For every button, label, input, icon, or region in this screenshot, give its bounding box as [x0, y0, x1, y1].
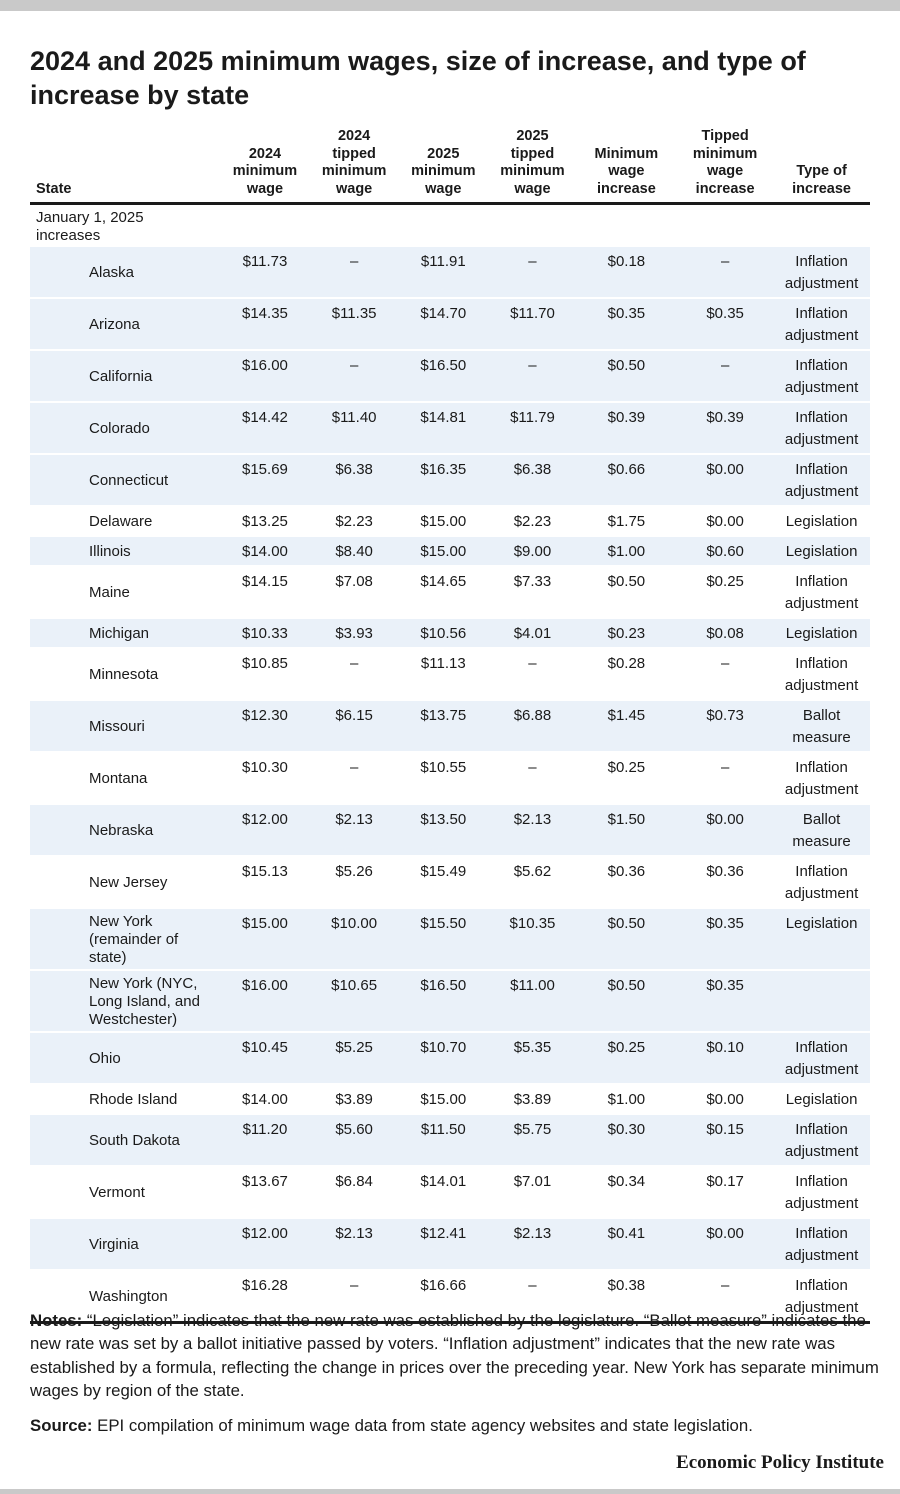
- table-row: [30, 971, 870, 1033]
- cell-tip2024: $11.35: [311, 299, 397, 351]
- cell-state: [30, 1033, 219, 1085]
- increase-type: Inflation adjustment: [784, 1173, 859, 1212]
- cell-tip2025: $2.13: [489, 805, 575, 857]
- cell-tip-increase: $0.73: [677, 701, 773, 753]
- cell-min2024: $16.28: [219, 1271, 311, 1324]
- table-row: [30, 567, 870, 619]
- cell-tip2024: $2.13: [311, 1219, 397, 1271]
- cell-min2025: $11.50: [397, 1115, 489, 1167]
- cell-state: [30, 971, 219, 1033]
- cell-type: [773, 455, 870, 507]
- increase-type: Inflation adjustment: [784, 655, 859, 694]
- cell-tip2024: $6.15: [311, 701, 397, 753]
- cell-min2024: $16.00: [219, 971, 311, 1033]
- cell-min2024: $10.33: [219, 619, 311, 649]
- cell-tip-increase: $0.15: [677, 1115, 773, 1167]
- cell-state: [30, 649, 219, 701]
- state-name: Arizona: [89, 316, 140, 333]
- cell-state: [30, 857, 219, 909]
- cell-min-increase: $0.50: [576, 909, 677, 971]
- table-row: [30, 701, 870, 753]
- cell-tip2024: $5.25: [311, 1033, 397, 1085]
- cell-tip-increase: $0.00: [677, 805, 773, 857]
- cell-min2025: $14.70: [397, 299, 489, 351]
- cell-min2024: $16.00: [219, 351, 311, 403]
- cell-tip-increase: –: [677, 351, 773, 403]
- cell-type: [773, 1219, 870, 1271]
- cell-min-increase: $1.00: [576, 537, 677, 567]
- cell-type: [773, 567, 870, 619]
- cell-tip-increase: $0.10: [677, 1033, 773, 1085]
- state-name: Illinois: [89, 543, 131, 560]
- state-name: Maine: [89, 584, 130, 601]
- table-row: [30, 619, 870, 649]
- cell-tip-increase: $0.08: [677, 619, 773, 649]
- cell-min2025: $16.50: [397, 971, 489, 1033]
- cell-min2025: $16.35: [397, 455, 489, 507]
- notes: [30, 1309, 880, 1403]
- cell-min2024: $14.42: [219, 403, 311, 455]
- group-label: January 1, 2025 increases: [36, 209, 144, 244]
- cell-type: [773, 351, 870, 403]
- cell-min2024: $12.00: [219, 1219, 311, 1271]
- cell-min2024: $11.20: [219, 1115, 311, 1167]
- cell-min-increase: $0.25: [576, 753, 677, 805]
- cell-tip2025: $3.89: [489, 1085, 575, 1115]
- cell-type: [773, 857, 870, 909]
- cell-tip2024: $6.38: [311, 455, 397, 507]
- increase-type: Inflation adjustment: [784, 1277, 859, 1316]
- cell-min-increase: $0.35: [576, 299, 677, 351]
- cell-type: [773, 805, 870, 857]
- wage-table: [30, 128, 870, 1324]
- col-header-tip-increase: Tipped minimum wage increase: [677, 128, 773, 205]
- cell-type: [773, 619, 870, 649]
- cell-tip-increase: $0.35: [677, 909, 773, 971]
- cell-min-increase: $0.36: [576, 857, 677, 909]
- cell-type: [773, 753, 870, 805]
- cell-type: [773, 1167, 870, 1219]
- cell-min2025: $15.00: [397, 537, 489, 567]
- cell-min-increase: $0.50: [576, 567, 677, 619]
- state-name: Michigan: [89, 625, 150, 642]
- cell-tip-increase: –: [677, 1271, 773, 1324]
- cell-min2024: $10.85: [219, 649, 311, 701]
- increase-type: Legislation: [785, 625, 858, 642]
- state-name: Virginia: [89, 1236, 139, 1253]
- cell-min2024: $15.69: [219, 455, 311, 507]
- cell-tip-increase: –: [677, 753, 773, 805]
- table-row: [30, 857, 870, 909]
- state-name: Minnesota: [89, 666, 159, 683]
- cell-tip-increase: $0.00: [677, 455, 773, 507]
- cell-type: [773, 507, 870, 537]
- col-header-type: Type of increase: [773, 128, 870, 205]
- state-name: Delaware: [89, 513, 153, 530]
- cell-min-increase: $0.25: [576, 1033, 677, 1085]
- cell-state: [30, 455, 219, 507]
- cell-tip-increase: –: [677, 247, 773, 299]
- cell-type: [773, 403, 870, 455]
- cell-min2025: $10.70: [397, 1033, 489, 1085]
- table-row: [30, 753, 870, 805]
- cell-min2024: $14.00: [219, 1085, 311, 1115]
- cell-tip2024: $2.23: [311, 507, 397, 537]
- cell-tip-increase: $0.60: [677, 537, 773, 567]
- cell-min2024: $14.00: [219, 537, 311, 567]
- increase-type: Legislation: [785, 543, 858, 560]
- table-row: [30, 1033, 870, 1085]
- cell-min-increase: $0.30: [576, 1115, 677, 1167]
- increase-type: Legislation: [785, 1091, 858, 1108]
- cell-tip2025: –: [489, 1271, 575, 1324]
- cell-min2025: $14.01: [397, 1167, 489, 1219]
- cell-min2024: $13.67: [219, 1167, 311, 1219]
- top-frame-bar: [0, 0, 900, 11]
- source-text: EPI compilation of minimum wage data from state agency websites and state legislation.: [97, 1416, 753, 1435]
- increase-type: Inflation adjustment: [784, 409, 859, 448]
- state-name: Montana: [89, 770, 148, 787]
- cell-min2024: $10.30: [219, 753, 311, 805]
- cell-min2025: $15.49: [397, 857, 489, 909]
- col-header-min2024: 2024 minimum wage: [219, 128, 311, 205]
- table-row: [30, 805, 870, 857]
- table-row: [30, 1219, 870, 1271]
- cell-tip2025: $6.38: [489, 455, 575, 507]
- cell-min-increase: $0.41: [576, 1219, 677, 1271]
- cell-min2024: $13.25: [219, 507, 311, 537]
- increase-type: Inflation adjustment: [784, 759, 859, 798]
- cell-min2024: $15.00: [219, 909, 311, 971]
- notes-text: “Legislation” indicates that the new rate was established by the legislature. “Ballot measure” indicates the new rate was set by a ballot initiative passed by voters. “Inflation adjustment” indicates that the new rate was established by a formula, reflecting the change in prices over the preceding year. New York has separate minimum wages by region of the state.: [30, 1311, 879, 1401]
- bottom-frame-bar: [0, 1489, 900, 1494]
- cell-type: [773, 299, 870, 351]
- increase-type: Inflation adjustment: [784, 357, 859, 396]
- cell-state: [30, 247, 219, 299]
- cell-tip-increase: $0.36: [677, 857, 773, 909]
- table-row: [30, 1085, 870, 1115]
- table-row: [30, 1167, 870, 1219]
- cell-type: [773, 247, 870, 299]
- cell-min-increase: $0.23: [576, 619, 677, 649]
- table-row: [30, 403, 870, 455]
- cell-tip2025: –: [489, 649, 575, 701]
- cell-tip2025: $4.01: [489, 619, 575, 649]
- increase-type: Legislation: [785, 915, 858, 932]
- cell-min2025: $13.50: [397, 805, 489, 857]
- page-title: 2024 and 2025 minimum wages, size of increase, and type of increase by state: [30, 46, 806, 110]
- table-row: [30, 537, 870, 567]
- cell-min2024: $12.00: [219, 805, 311, 857]
- state-name: Ohio: [89, 1050, 121, 1067]
- cell-min2025: $11.13: [397, 649, 489, 701]
- cell-min-increase: $1.45: [576, 701, 677, 753]
- cell-type: [773, 701, 870, 753]
- cell-min2024: $14.35: [219, 299, 311, 351]
- cell-min2024: $10.45: [219, 1033, 311, 1085]
- cell-min2025: $15.50: [397, 909, 489, 971]
- cell-min-increase: $0.38: [576, 1271, 677, 1324]
- cell-min-increase: $0.39: [576, 403, 677, 455]
- cell-state: [30, 351, 219, 403]
- table-row: [30, 247, 870, 299]
- table-row: [30, 507, 870, 537]
- cell-type: [773, 971, 870, 1033]
- cell-tip-increase: $0.17: [677, 1167, 773, 1219]
- cell-tip2024: $10.65: [311, 971, 397, 1033]
- cell-min2025: $15.00: [397, 507, 489, 537]
- cell-state: [30, 567, 219, 619]
- state-name: Colorado: [89, 420, 150, 437]
- increase-type: Inflation adjustment: [784, 253, 859, 292]
- table-row: [30, 455, 870, 507]
- brand-logo: Economic Policy Institute: [676, 1452, 884, 1473]
- cell-tip2025: $10.35: [489, 909, 575, 971]
- state-name: New York (NYC, Long Island, and Westchester): [89, 975, 200, 1028]
- cell-type: [773, 537, 870, 567]
- cell-min2025: $16.66: [397, 1271, 489, 1324]
- cell-tip2025: –: [489, 247, 575, 299]
- state-name: California: [89, 368, 153, 385]
- increase-type: Legislation: [785, 513, 858, 530]
- cell-tip2025: $5.35: [489, 1033, 575, 1085]
- cell-tip-increase: $0.39: [677, 403, 773, 455]
- cell-tip2025: –: [489, 351, 575, 403]
- cell-state: [30, 507, 219, 537]
- increase-type: Ballot measure: [792, 811, 851, 850]
- cell-state: [30, 299, 219, 351]
- state-name: Connecticut: [89, 472, 169, 489]
- cell-min2025: $11.91: [397, 247, 489, 299]
- cell-tip2024: $7.08: [311, 567, 397, 619]
- cell-tip2025: $9.00: [489, 537, 575, 567]
- cell-type: [773, 1033, 870, 1085]
- cell-min2025: $13.75: [397, 701, 489, 753]
- cell-min-increase: $1.00: [576, 1085, 677, 1115]
- cell-min2025: $16.50: [397, 351, 489, 403]
- cell-min2025: $12.41: [397, 1219, 489, 1271]
- cell-tip2024: –: [311, 1271, 397, 1324]
- cell-tip2025: $11.79: [489, 403, 575, 455]
- cell-min-increase: $0.66: [576, 455, 677, 507]
- cell-state: [30, 1085, 219, 1115]
- cell-tip2025: $2.13: [489, 1219, 575, 1271]
- cell-min-increase: $0.50: [576, 351, 677, 403]
- increase-type: Inflation adjustment: [784, 863, 859, 902]
- cell-tip2024: $6.84: [311, 1167, 397, 1219]
- increase-type: Inflation adjustment: [784, 461, 859, 500]
- cell-type: [773, 1085, 870, 1115]
- state-name: New Jersey: [89, 874, 168, 891]
- cell-tip2025: $11.70: [489, 299, 575, 351]
- cell-state: [30, 805, 219, 857]
- table-row: [30, 299, 870, 351]
- cell-state: [30, 753, 219, 805]
- cell-tip-increase: –: [677, 649, 773, 701]
- cell-tip2024: –: [311, 649, 397, 701]
- table-row: [30, 351, 870, 403]
- cell-tip2024: $5.26: [311, 857, 397, 909]
- cell-tip-increase: $0.35: [677, 299, 773, 351]
- col-header-min-increase: Minimum wage increase: [576, 128, 677, 205]
- col-header-min2025: 2025 minimum wage: [397, 128, 489, 205]
- table-header-row: [30, 128, 870, 205]
- cell-min2024: $11.73: [219, 247, 311, 299]
- cell-min2025: $14.65: [397, 567, 489, 619]
- cell-tip-increase: $0.00: [677, 1219, 773, 1271]
- cell-state: [30, 1115, 219, 1167]
- cell-min2025: $10.56: [397, 619, 489, 649]
- increase-type: Inflation adjustment: [784, 1225, 859, 1264]
- cell-type: [773, 1115, 870, 1167]
- state-name: South Dakota: [89, 1132, 180, 1149]
- cell-min2024: $15.13: [219, 857, 311, 909]
- group-row: [30, 205, 870, 247]
- state-name: New York (remainder of state): [89, 913, 179, 966]
- cell-tip2025: $5.62: [489, 857, 575, 909]
- cell-tip2024: –: [311, 247, 397, 299]
- notes-label: Notes:: [30, 1311, 83, 1330]
- state-name: Nebraska: [89, 822, 154, 839]
- increase-type: Ballot measure: [792, 707, 851, 746]
- increase-type: Inflation adjustment: [784, 573, 859, 612]
- cell-tip2024: $8.40: [311, 537, 397, 567]
- cell-tip2025: –: [489, 753, 575, 805]
- cell-tip2025: $7.33: [489, 567, 575, 619]
- state-name: Washington: [89, 1288, 168, 1305]
- table-row: [30, 909, 870, 971]
- cell-tip2024: $2.13: [311, 805, 397, 857]
- state-name: Rhode Island: [89, 1091, 178, 1108]
- cell-min2025: $14.81: [397, 403, 489, 455]
- cell-tip2025: $11.00: [489, 971, 575, 1033]
- cell-min-increase: $0.18: [576, 247, 677, 299]
- cell-tip2024: –: [311, 351, 397, 403]
- source: [30, 1414, 880, 1437]
- increase-type: Inflation adjustment: [784, 305, 859, 344]
- cell-min2025: $10.55: [397, 753, 489, 805]
- cell-min2024: $14.15: [219, 567, 311, 619]
- cell-state: [30, 403, 219, 455]
- col-header-state: State: [30, 128, 219, 205]
- state-name: Missouri: [89, 718, 145, 735]
- cell-state: [30, 619, 219, 649]
- cell-tip2024: $11.40: [311, 403, 397, 455]
- cell-tip-increase: $0.25: [677, 567, 773, 619]
- cell-tip2024: –: [311, 753, 397, 805]
- cell-tip2025: $7.01: [489, 1167, 575, 1219]
- cell-min-increase: $1.50: [576, 805, 677, 857]
- cell-state: [30, 1219, 219, 1271]
- cell-tip2024: $3.89: [311, 1085, 397, 1115]
- col-header-tip2025: 2025 tipped minimum wage: [489, 128, 575, 205]
- cell-min2024: $12.30: [219, 701, 311, 753]
- cell-state: [30, 701, 219, 753]
- cell-min-increase: $0.50: [576, 971, 677, 1033]
- cell-tip2025: $5.75: [489, 1115, 575, 1167]
- cell-tip2025: $2.23: [489, 507, 575, 537]
- table-row: [30, 649, 870, 701]
- col-header-tip2024: 2024 tipped minimum wage: [311, 128, 397, 205]
- cell-type: [773, 649, 870, 701]
- cell-tip-increase: $0.35: [677, 971, 773, 1033]
- cell-tip2024: $5.60: [311, 1115, 397, 1167]
- cell-type: [773, 909, 870, 971]
- cell-min2025: $15.00: [397, 1085, 489, 1115]
- cell-tip2024: $10.00: [311, 909, 397, 971]
- cell-tip2024: $3.93: [311, 619, 397, 649]
- cell-state: [30, 537, 219, 567]
- cell-tip-increase: $0.00: [677, 1085, 773, 1115]
- cell-tip-increase: $0.00: [677, 507, 773, 537]
- cell-state: [30, 1167, 219, 1219]
- table-row: [30, 1115, 870, 1167]
- cell-state: [30, 909, 219, 971]
- increase-type: Inflation adjustment: [784, 1039, 859, 1078]
- state-name: Vermont: [89, 1184, 145, 1201]
- increase-type: Inflation adjustment: [784, 1121, 859, 1160]
- state-name: Alaska: [89, 264, 135, 281]
- cell-min-increase: $1.75: [576, 507, 677, 537]
- cell-min-increase: $0.28: [576, 649, 677, 701]
- cell-tip2025: $6.88: [489, 701, 575, 753]
- source-label: Source:: [30, 1416, 93, 1435]
- cell-min-increase: $0.34: [576, 1167, 677, 1219]
